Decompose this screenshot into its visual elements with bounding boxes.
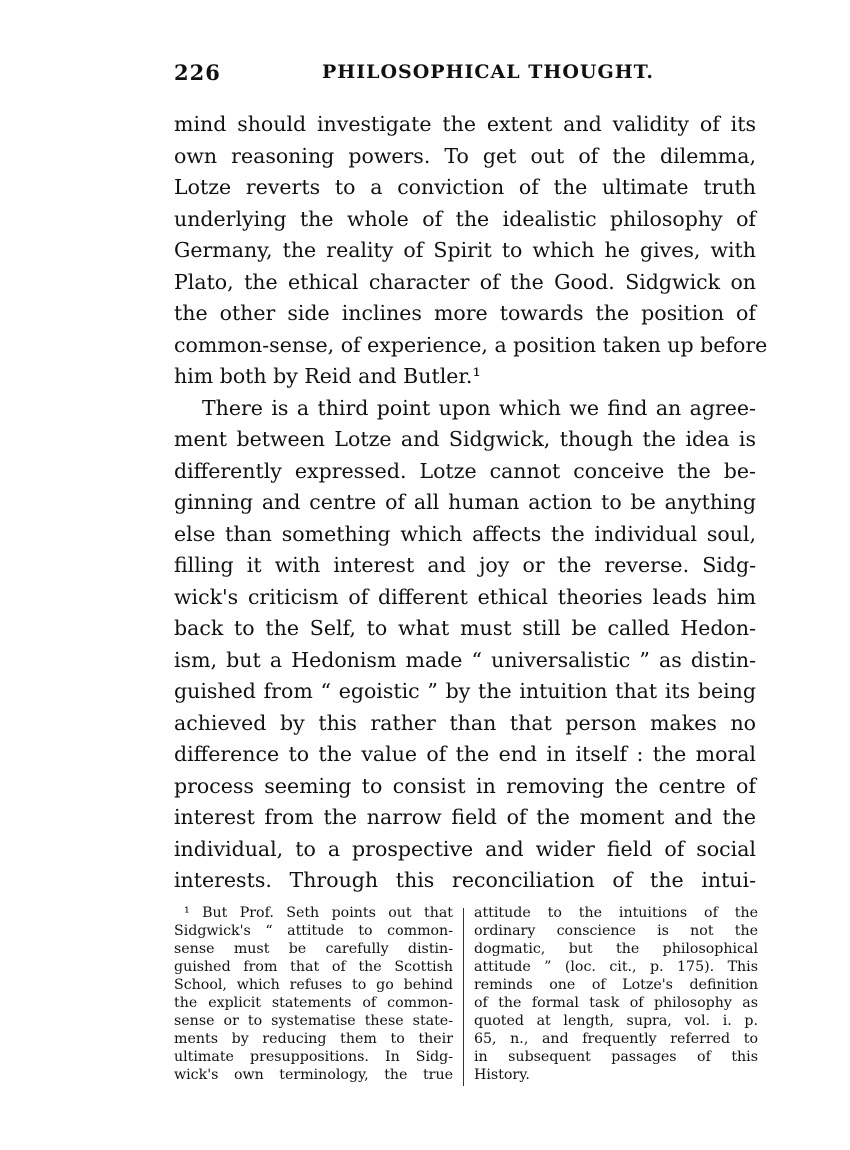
text-line: filling it with interest and joy or the reverse. Sidg-: [174, 553, 756, 577]
text-line: else than something which affects the individual soul,: [174, 521, 756, 546]
footnote: [174, 904, 758, 1094]
footnote-line: ordinary conscience is not the: [474, 923, 758, 939]
text-line: mind should investigate the extent and validity of its: [174, 112, 756, 136]
text-line: achieved by this rather than that person makes no: [174, 710, 756, 735]
footnote-line: Sidgwick's “ attitude to common-: [174, 923, 453, 939]
footnote-line: sense or to systematise these state-: [174, 1013, 453, 1029]
footnote-line: attitude ” (loc. cit., p. 175). This: [474, 959, 758, 975]
footnote-line: attitude to the intuitions of the: [474, 905, 758, 921]
text-line: differently expressed. Lotze cannot conceive the be-: [174, 458, 756, 483]
text-line: difference to the value of the end in itself : the moral: [174, 742, 756, 766]
text-line: guished from “ egoistic ” by the intuition that its being: [174, 679, 756, 703]
text-line: wick's criticism of different ethical theories leads him: [174, 584, 756, 609]
text-line: ism, but a Hedonism made “ universalistic ” as distin-: [174, 647, 756, 672]
footnote-line: of the formal task of philosophy as: [474, 995, 758, 1011]
footnote-line: sense must be carefully distin-: [174, 941, 453, 957]
footnote-line: reminds one of Lotze's definition: [474, 977, 758, 993]
footnote-line: in subsequent passages of this: [474, 1049, 758, 1065]
text-line: interests. Through this reconciliation of the intui-: [174, 868, 756, 892]
column-divider: [463, 908, 464, 1086]
footnote-line: History.: [474, 1067, 530, 1083]
text-line: him both by Reid and Butler.¹: [174, 364, 481, 388]
text-line: ginning and centre of all human action to be anything: [174, 490, 756, 514]
text-line: common-sense, of experience, a position taken up before: [174, 332, 768, 357]
footnote-line: wick's own terminology, the true: [174, 1067, 453, 1083]
text-line: interest from the narrow field of the moment and the: [174, 805, 756, 829]
text-line: the other side inclines more towards the position of: [174, 301, 756, 325]
text-line: underlying the whole of the idealistic philosophy of: [174, 206, 756, 231]
page-number: 226: [174, 60, 221, 85]
footnote-line: ments by reducing them to their: [174, 1031, 453, 1047]
text-line: There is a third point upon which we find an agree-: [202, 395, 756, 420]
text-line: Lotze reverts to a conviction of the ultimate truth: [174, 175, 756, 199]
text-line: ment between Lotze and Sidgwick, though the idea is: [174, 427, 756, 451]
text-line: process seeming to consist in removing the centre of: [174, 773, 756, 798]
footnote-line: quoted at length, supra, vol. i. p.: [474, 1013, 758, 1029]
footnote-line: ¹ But Prof. Seth points out that: [184, 905, 453, 921]
text-line: Plato, the ethical character of the Good. Sidgwick on: [174, 269, 756, 294]
footnote-line: School, which refuses to go behind: [174, 977, 453, 993]
text-line: individual, to a prospective and wider field of social: [174, 836, 756, 861]
footnote-line: dogmatic, but the philosophical: [474, 941, 758, 957]
footnote-right-column: [474, 904, 758, 1084]
running-head: [174, 60, 756, 88]
footnote-left-column: [174, 904, 453, 1084]
running-title: PHILOSOPHICAL THOUGHT.: [322, 61, 654, 83]
footnote-line: the explicit statements of common-: [174, 995, 453, 1011]
text-line: own reasoning powers. To get out of the dilemma,: [174, 143, 756, 168]
footnote-line: guished from that of the Scottish: [174, 959, 453, 975]
text-line: Germany, the reality of Spirit to which he gives, with: [174, 238, 756, 262]
body-text: [174, 109, 768, 897]
footnote-line: 65, n., and frequently referred to: [474, 1031, 758, 1047]
text-line: back to the Self, to what must still be called Hedon-: [174, 616, 756, 640]
footnote-line: ultimate presuppositions. In Sidg-: [174, 1049, 453, 1065]
